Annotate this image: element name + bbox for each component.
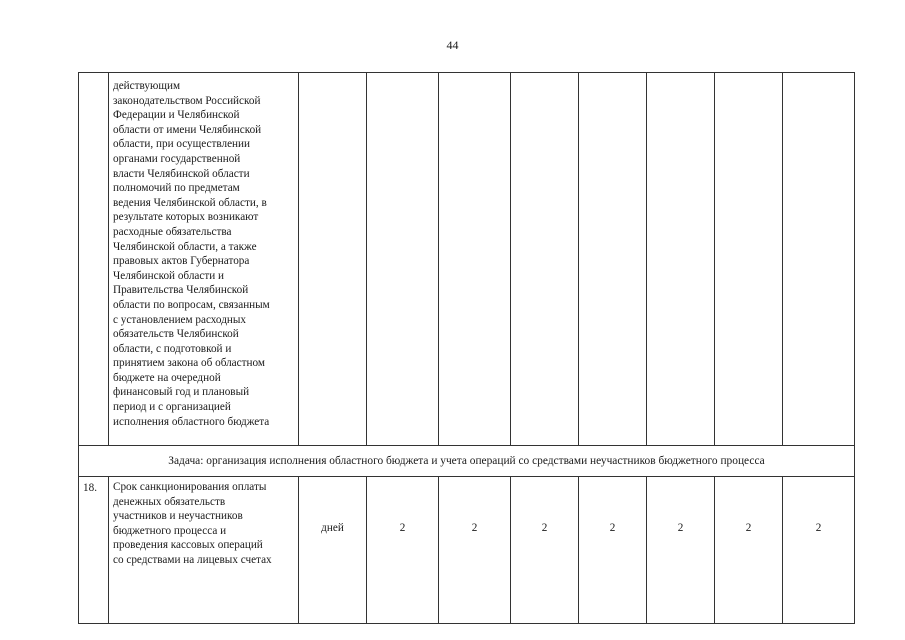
table-row-task <box>79 446 855 477</box>
text-line: со средствами на лицевых счетах <box>113 553 272 566</box>
value-cell <box>511 73 579 446</box>
row-number-cell <box>79 73 109 446</box>
text-line: области по вопросам, связанным <box>113 298 270 311</box>
unit-cell: дней <box>299 477 367 624</box>
text-line: власти Челябинской области <box>113 167 250 180</box>
text-line: действующим <box>113 80 181 92</box>
indicator-name-cell <box>109 477 299 624</box>
text-line: Срок санкционирования оплаты <box>113 481 267 493</box>
text-line: исполнения областного бюджета <box>113 415 270 428</box>
value-cell: 2 <box>783 477 855 624</box>
text-line: обязательств Челябинской <box>113 328 239 341</box>
text-line: области, с подготовкой и <box>113 342 232 355</box>
indicator-name-text <box>113 79 295 429</box>
text-line: ведения Челябинской области, в <box>113 196 267 209</box>
task-heading: Задача: организация исполнения областного бюджета и учета операций со средствами неучастников бюджетного процесса <box>79 446 855 477</box>
text-line: Челябинской области и <box>113 269 225 282</box>
table-row-18 <box>79 477 855 624</box>
text-line: расходные обязательства <box>113 225 232 238</box>
text-line: Челябинской области, а также <box>113 240 257 253</box>
value-cell: 2 <box>647 477 715 624</box>
text-line: участников и неучастников <box>113 510 243 523</box>
text-line: бюджете на очередной <box>113 371 221 384</box>
value-cell <box>579 73 647 446</box>
value-cell <box>783 73 855 446</box>
value-cell: 2 <box>511 477 579 624</box>
text-line: правовых актов Губернатора <box>113 255 250 268</box>
page-number: 44 <box>446 38 459 52</box>
value-cell: 2 <box>579 477 647 624</box>
unit-cell <box>299 73 367 446</box>
text-line: органами государственной <box>113 152 241 165</box>
text-line: Федерации и Челябинской <box>113 109 240 122</box>
indicator-name-text <box>113 480 295 568</box>
value-cell <box>647 73 715 446</box>
indicator-name-cell <box>109 73 299 446</box>
text-line: финансовый год и плановый <box>113 386 250 399</box>
text-line: проведения кассовых операций <box>113 539 263 552</box>
table-row-continued <box>79 73 855 446</box>
text-line: денежных обязательств <box>113 495 226 508</box>
value-cell: 2 <box>439 477 511 624</box>
value-cell: 2 <box>715 477 783 624</box>
row-number-cell: 18. <box>79 477 109 624</box>
value-cell <box>715 73 783 446</box>
text-line: период и с организацией <box>113 401 231 414</box>
text-line: законодательством Российской <box>113 94 261 107</box>
text-line: бюджетного процесса и <box>113 524 227 537</box>
value-cell: 2 <box>367 477 439 624</box>
indicators-table <box>78 72 855 624</box>
value-cell <box>439 73 511 446</box>
text-line: полномочий по предметам <box>113 182 240 195</box>
text-line: с установлением расходных <box>113 313 246 326</box>
text-line: области от имени Челябинской <box>113 123 262 136</box>
text-line: результате которых возникают <box>113 211 259 224</box>
text-line: принятием закона об областном <box>113 357 265 370</box>
value-cell <box>367 73 439 446</box>
text-line: области, при осуществлении <box>113 138 250 151</box>
text-line: Правительства Челябинской <box>113 284 249 297</box>
